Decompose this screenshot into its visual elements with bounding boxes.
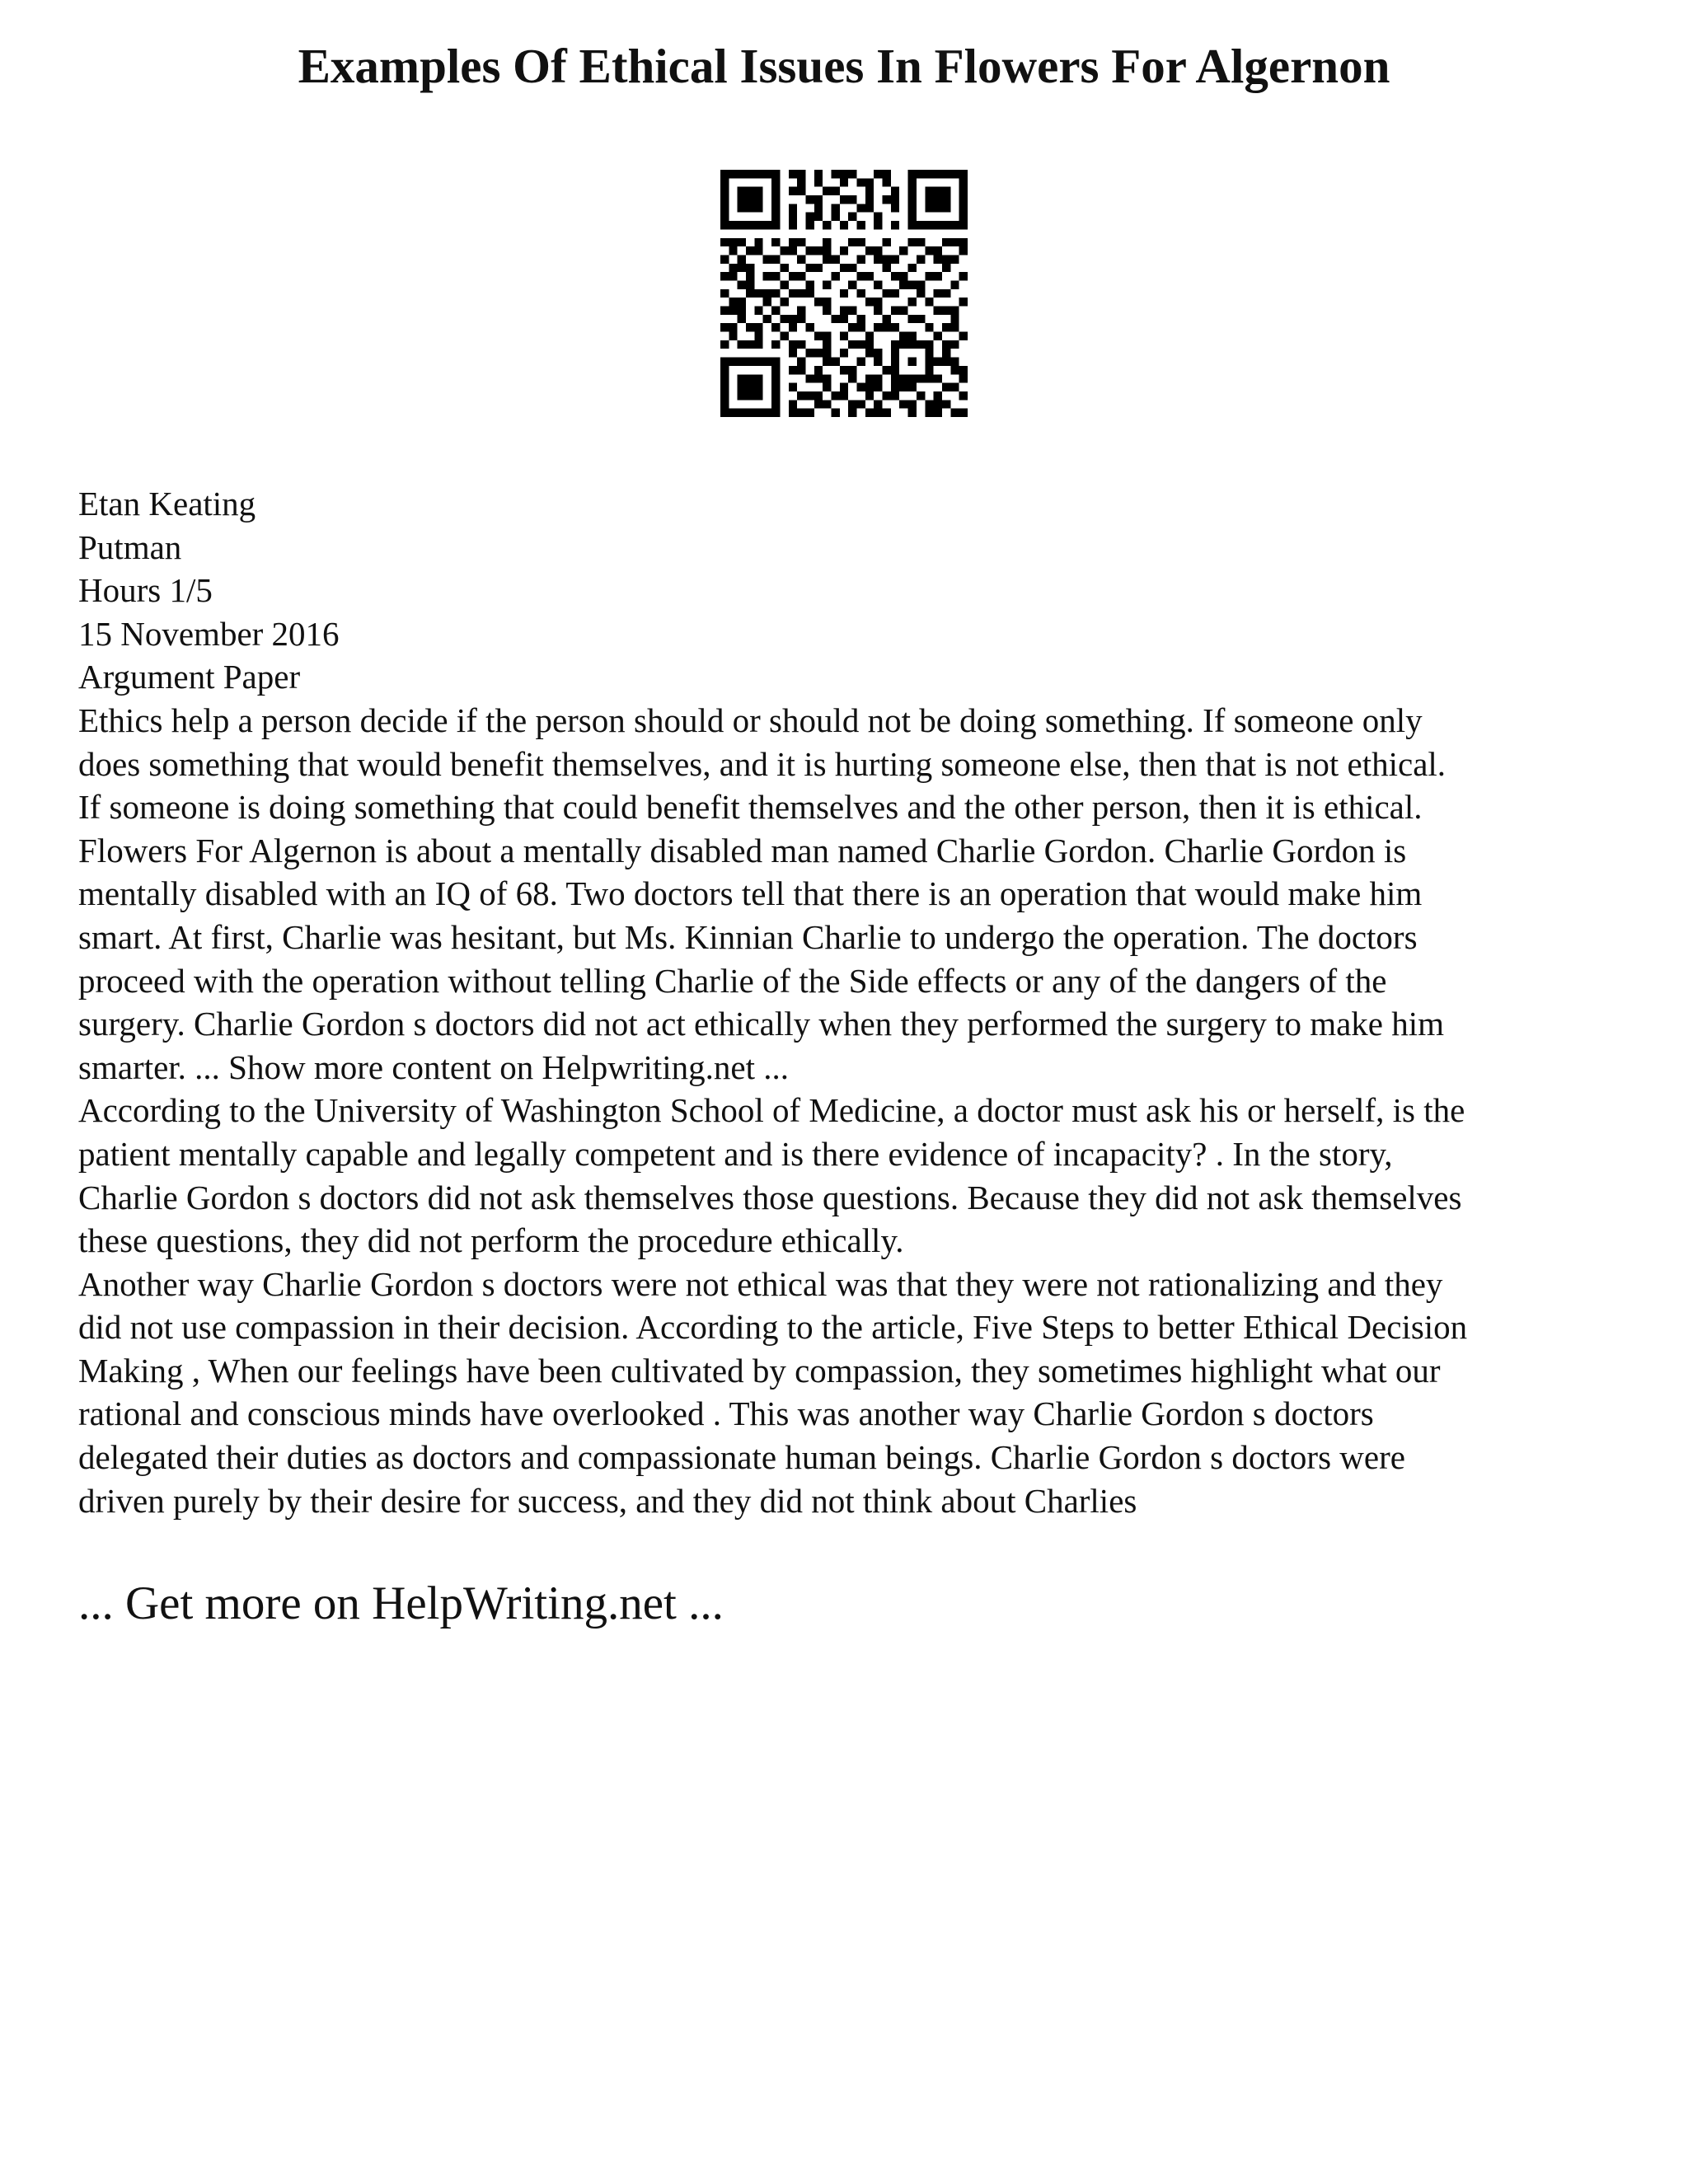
paragraph-line: If someone is doing something that could benefit themselves and the other person, then it is ethical. bbox=[78, 788, 1423, 827]
paragraph-line: proceed with the operation without telling Charlie of the Side effects or any of the dangers of the bbox=[78, 961, 1387, 1000]
paragraph-line: did not use compassion in their decision. According to the article, Five Steps to better Ethical Decision bbox=[78, 1308, 1468, 1347]
paragraph-line: Another way Charlie Gordon s doctors were not ethical was that they were not rationalizing and they bbox=[78, 1264, 1443, 1303]
paragraph-line: mentally disabled with an IQ of 68. Two doctors tell that there is an operation that would make him bbox=[78, 874, 1423, 913]
paragraph-line: Charlie Gordon s doctors did not ask themselves those questions. Because they did not ask themselves bbox=[78, 1178, 1462, 1216]
essay-date: 15 November 2016 bbox=[78, 614, 340, 653]
paragraph-line: smarter. ... Show more content on Helpwriting.net ... bbox=[78, 1047, 789, 1086]
paragraph-line: rational and conscious minds have overlooked . This was another way Charlie Gordon s doctors bbox=[78, 1394, 1374, 1433]
qr-code-icon bbox=[720, 170, 968, 417]
paragraph-line: surgery. Charlie Gordon s doctors did not act ethically when they performed the surgery to make him bbox=[78, 1005, 1445, 1043]
get-more-link[interactable]: ... Get more on HelpWriting.net ... bbox=[78, 1577, 724, 1629]
paragraph-line: these questions, they did not perform the procedure ethically. bbox=[78, 1221, 904, 1260]
paragraph-line: patient mentally capable and legally competent and is there evidence of incapacity? . In the story, bbox=[78, 1134, 1393, 1173]
teacher-name: Putman bbox=[78, 527, 182, 566]
paragraph-line: According to the University of Washington School of Medicine, a doctor must ask his or herself, is the bbox=[78, 1091, 1465, 1130]
qr-code-graphic bbox=[720, 170, 968, 417]
page-title: Examples Of Ethical Issues In Flowers For Algernon bbox=[298, 39, 1390, 93]
paragraph-line: Flowers For Algernon is about a mentally disabled man named Charlie Gordon. Charlie Gordon is bbox=[78, 831, 1407, 869]
paragraph-line: Ethics help a person decide if the person should or should not be doing something. If someone only bbox=[78, 701, 1423, 739]
paragraph-2 bbox=[78, 1089, 1628, 1262]
paragraph-line: Making , When our feelings have been cultivated by compassion, they sometimes highlight what our bbox=[78, 1351, 1441, 1390]
paragraph-line: does something that would benefit themselves, and it is hurting someone else, then that is not ethical. bbox=[78, 744, 1447, 783]
paragraph-line: smart. At first, Charlie was hesitant, but Ms. Kinnian Charlie to undergo the operation. The doctors bbox=[78, 917, 1418, 956]
paragraph-line: delegated their duties as doctors and compassionate human beings. Charlie Gordon s doctors were bbox=[78, 1438, 1405, 1477]
paragraph-1 bbox=[78, 699, 1628, 1089]
paragraph-3 bbox=[78, 1263, 1628, 1523]
class-hours: Hours 1/5 bbox=[78, 571, 213, 610]
essay-type: Argument Paper bbox=[78, 658, 301, 696]
paragraph-line: driven purely by their desire for success, and they did not think about Charlies bbox=[78, 1481, 1137, 1520]
essay-body bbox=[78, 482, 1628, 1522]
author-name: Etan Keating bbox=[78, 485, 256, 523]
